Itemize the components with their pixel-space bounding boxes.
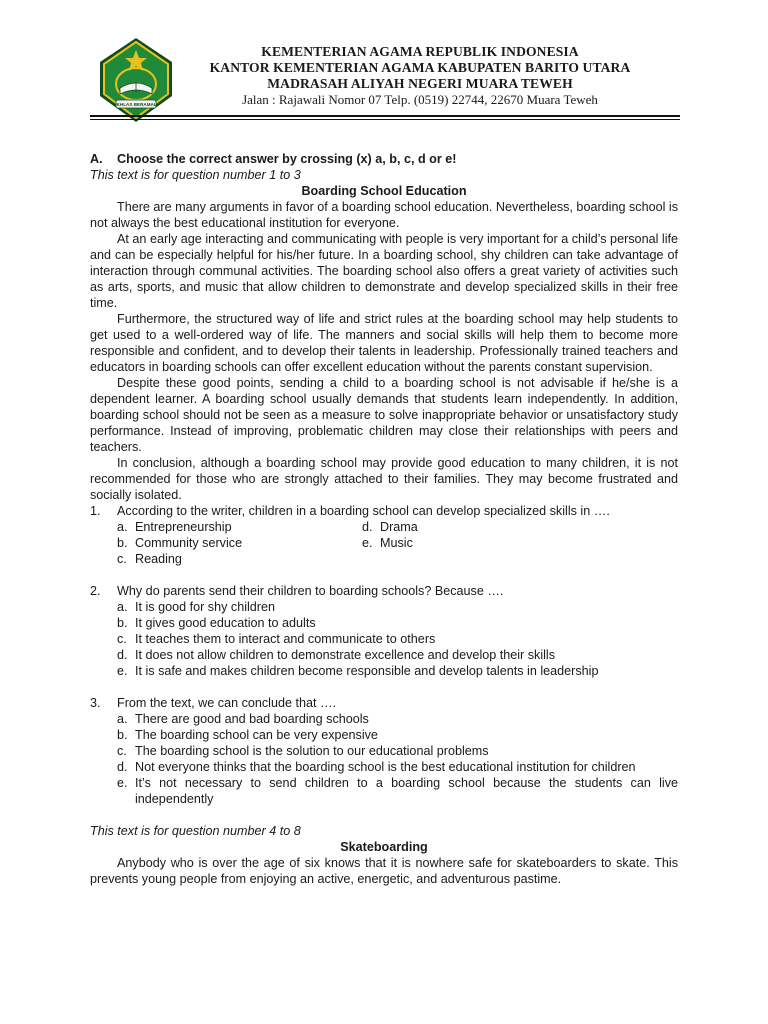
- spacer: [90, 567, 678, 583]
- exam-content: [90, 151, 678, 887]
- option-row: [90, 535, 678, 551]
- question-number: 3.: [90, 696, 101, 710]
- letterhead-office: KANTOR KEMENTERIAN AGAMA KABUPATEN BARITO UTARA: [209, 60, 631, 75]
- letterhead-school: MADRASAH ALIYAH NEGERI MUARA TEWEH: [267, 76, 573, 91]
- text1-paragraph: In conclusion, although a boarding school may provide good education to many children, it is not recommended for those who are strongly attached to their families. They may become frustrated and socially isolated.: [90, 456, 678, 502]
- text2-note: This text is for question number 4 to 8: [90, 824, 301, 838]
- option-text: The boarding school is the solution to our educational problems: [135, 744, 489, 758]
- ministry-logo-icon: [96, 36, 176, 124]
- option-b[interactable]: [90, 727, 678, 743]
- option-text: It teaches them to interact and communicate to others: [135, 632, 436, 646]
- letterhead-address: Jalan : Rajawali Nomor 07 Telp. (0519) 22744, 22670 Muara Teweh: [242, 92, 598, 107]
- spacer: [90, 807, 678, 823]
- option-text: Reading: [135, 552, 182, 566]
- letterhead-rule-thin: [90, 119, 680, 120]
- option-text: Drama: [380, 520, 418, 534]
- option-e[interactable]: [90, 663, 678, 679]
- question-2: [90, 583, 678, 599]
- option-letter: e.: [117, 776, 128, 790]
- section-instruction: [90, 151, 678, 167]
- option-b[interactable]: [117, 535, 362, 551]
- letterhead-ministry: KEMENTERIAN AGAMA REPUBLIK INDONESIA: [261, 44, 579, 59]
- option-letter: d.: [117, 760, 128, 774]
- question-3: [90, 695, 678, 711]
- text1-note: This text is for question number 1 to 3: [90, 168, 301, 182]
- option-letter: b.: [117, 728, 128, 742]
- option-letter: d.: [362, 520, 373, 534]
- option-text: Not everyone thinks that the boarding school is the best educational institution for children: [135, 760, 636, 774]
- section-number: A.: [90, 152, 103, 166]
- option-letter: a.: [117, 712, 128, 726]
- option-b[interactable]: [90, 615, 678, 631]
- question-number: 2.: [90, 584, 101, 598]
- question-1: [90, 503, 678, 519]
- option-text: There are good and bad boarding schools: [135, 712, 369, 726]
- option-a[interactable]: [117, 519, 362, 535]
- option-a[interactable]: [90, 599, 678, 615]
- option-text: It is safe and makes children become responsible and develop talents in leadership: [135, 664, 599, 678]
- option-letter: e.: [362, 536, 373, 550]
- option-letter: a.: [117, 600, 128, 614]
- letterhead-rule-thick: [90, 115, 680, 117]
- question-text: Why do parents send their children to boarding schools? Because ….: [117, 584, 504, 598]
- option-text: It does not allow children to demonstrate excellence and develop their skills: [135, 648, 556, 662]
- option-letter: b.: [117, 536, 128, 550]
- text1-title: Boarding School Education: [301, 184, 467, 198]
- text1-paragraph: There are many arguments in favor of a boarding school education. Nevertheless, boarding school is not always the best educational institution for everyone.: [90, 200, 678, 230]
- question-text: From the text, we can conclude that ….: [117, 696, 337, 710]
- option-e[interactable]: [362, 535, 413, 551]
- option-row: [90, 519, 678, 535]
- option-e[interactable]: [90, 775, 678, 807]
- option-d[interactable]: [362, 519, 418, 535]
- option-letter: c.: [117, 744, 127, 758]
- text1-paragraph: At an early age interacting and communicating with people is very important for a child’s personal life and can be especially helpful for his/her future. In a boarding school, shy children can take advantage of interaction through communal activities. The boarding school also offers a great variety of activities such as arts, sports, and music that allow children to demonstrate and develop specialized skills in their free time.: [90, 232, 678, 310]
- question-number: 1.: [90, 504, 101, 518]
- option-a[interactable]: [90, 711, 678, 727]
- option-c[interactable]: [90, 631, 678, 647]
- option-text: Music: [380, 536, 413, 550]
- option-text: It’s not necessary to send children to a boarding school because the students can live independently: [135, 776, 678, 806]
- option-text: Entrepreneurship: [135, 520, 232, 534]
- option-d[interactable]: [90, 647, 678, 663]
- question-text: According to the writer, children in a boarding school can develop specialized skills in ….: [117, 504, 610, 518]
- option-letter: d.: [117, 648, 128, 662]
- option-letter: c.: [117, 552, 127, 566]
- option-c[interactable]: [117, 551, 362, 567]
- text2-title: Skateboarding: [340, 840, 428, 854]
- option-letter: e.: [117, 664, 128, 678]
- spacer: [90, 679, 678, 695]
- option-c[interactable]: [90, 743, 678, 759]
- text1-paragraph: Despite these good points, sending a child to a boarding school is not advisable if he/she is a dependent learner. A boarding school usually demands that students learn independently. In addition, boarding school should not be seen as a measure to solve inappropriate behavior or unsatisfactory study performance. Instead of improving, problematic children may close their relationships with peers and teachers.: [90, 376, 678, 454]
- option-text: It is good for shy children: [135, 600, 276, 614]
- option-letter: a.: [117, 520, 128, 534]
- option-text: The boarding school can be very expensive: [135, 728, 378, 742]
- option-d[interactable]: [90, 759, 678, 775]
- option-text: It gives good education to adults: [135, 616, 316, 630]
- text2-paragraph: Anybody who is over the age of six knows that it is nowhere safe for skateboarders to skate. This prevents young people from enjoying an active, energetic, and adventurous pastime.: [90, 856, 678, 886]
- option-row: [90, 551, 678, 567]
- letterhead: [170, 44, 670, 108]
- section-instruction-text: Choose the correct answer by crossing (x) a, b, c, d or e!: [117, 152, 457, 166]
- text1-paragraph: Furthermore, the structured way of life and strict rules at the boarding school may help students to get used to a well-ordered way of life. The manners and social skills will help them to become more responsible and confident, and to develop their talents in leadership. Professionally trained teachers and educators in boarding schools can offer excellent education without the parents constant supervision.: [90, 312, 678, 374]
- logo-motto: IKHLAS BERAMAL: [115, 102, 157, 107]
- option-text: Community service: [135, 536, 243, 550]
- option-letter: c.: [117, 632, 127, 646]
- option-letter: b.: [117, 616, 128, 630]
